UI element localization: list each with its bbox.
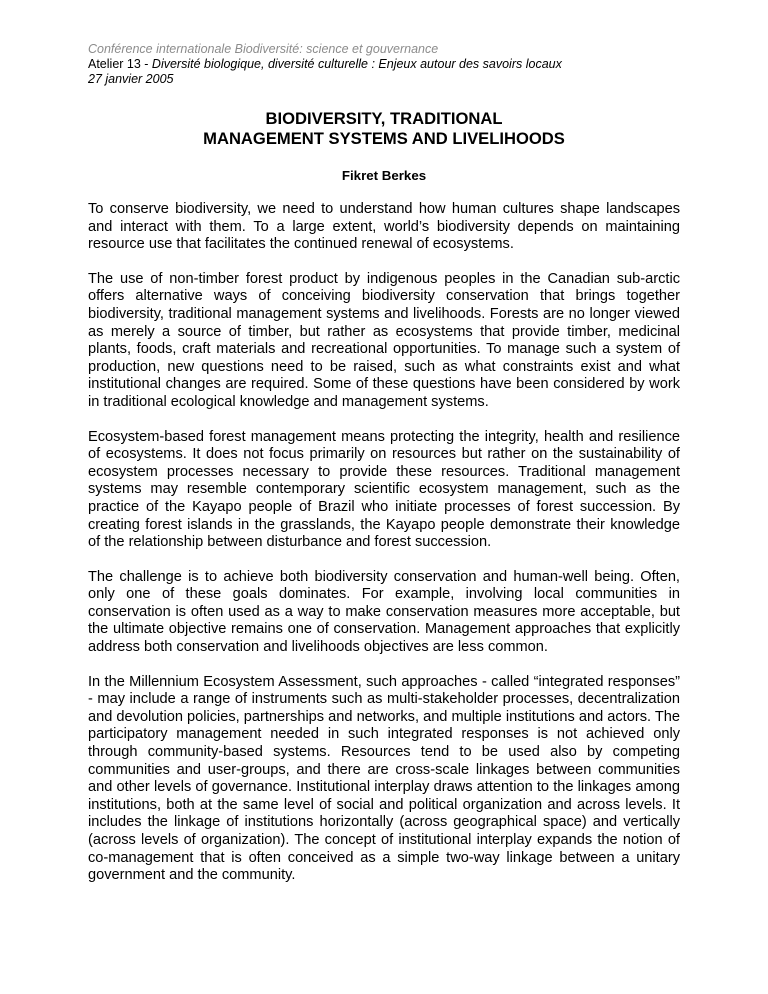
date-line: 27 janvier 2005: [88, 72, 174, 86]
paragraph-2: The use of non-timber forest product by indigenous peoples in the Canadian sub-arctic offers alternative ways of conceiving biodiversity conservation that brings together biodiversity, traditional management systems and livelihoods. Forests are no longer viewed as merely a source of timber, but rather as ecosystems that provide timber, medicinal plants, foods, craft materials and recreational opportunities. To manage such a system of production, new questions need to be raised, such as what constraints exist and what institutional changes are required. Some of these questions have been considered by work in traditional ecological knowledge and management systems.: [88, 270, 680, 410]
author-name: Fikret Berkes: [341, 168, 427, 183]
title-line-2: MANAGEMENT SYSTEMS AND LIVELIHOODS: [203, 129, 565, 148]
title-line-1: BIODIVERSITY, TRADITIONAL: [265, 109, 503, 128]
conference-line: Conférence internationale Biodiversité: science et gouvernance: [88, 42, 439, 56]
workshop-prefix: Atelier 13 -: [88, 57, 152, 71]
paragraph-4: The challenge is to achieve both biodiversity conservation and human-well being. Often, only one of these goals dominates. For example, involving local communities in conservation is often used as a way to make conservation measures more acceptable, but the ultimate objective remains one of conservation. Management approaches that explicitly address both conservation and livelihoods objectives are less common.: [88, 568, 680, 656]
workshop-line: [88, 57, 680, 72]
paragraph-5: In the Millennium Ecosystem Assessment, such approaches - called “integrated responses” - may include a range of instruments such as multi-stakeholder processes, decentralization and devolution policies, partnerships and networks, and multiple institutions and actors. The participatory management needed in such integrated responses is not achieved only through community-based systems. Resources tend to be used also by competing communities and user-groups, and there are cross-scale linkages between communities and other levels of governance. Institutional interplay draws attention to the linkages among institutions, both at the same level of social and political organization and across levels. It includes the linkage of institutions horizontally (across geographical space) and vertically (across levels of organization). The concept of institutional interplay expands the notion of co-management that is often conceived as a simple two-way linkage between a unitary government and the community.: [88, 673, 680, 884]
paragraph-3: Ecosystem-based forest management means protecting the integrity, health and resilience of ecosystems. It does not focus primarily on resources but rather on the sustainability of ecosystem processes necessary to provide these resources. Traditional management systems may resemble contemporary scientific ecosystem management, such as the practice of the Kayapo people of Brazil who initiate processes of forest succession. By creating forest islands in the grasslands, the Kayapo people demonstrate their knowledge of the relationship between disturbance and forest succession.: [88, 428, 680, 551]
paragraph-1: To conserve biodiversity, we need to understand how human cultures shape landscapes and interact with them. To a large extent, world’s biodiversity depends on maintaining resource use that facilitates the continued renewal of ecosystems.: [88, 201, 680, 253]
workshop-title: Diversité biologique, diversité culturelle : Enjeux autour des savoirs locaux: [151, 57, 562, 71]
running-header: [88, 42, 680, 87]
document-page: [88, 42, 680, 885]
body-text: [88, 201, 680, 885]
paper-title: [88, 109, 680, 149]
